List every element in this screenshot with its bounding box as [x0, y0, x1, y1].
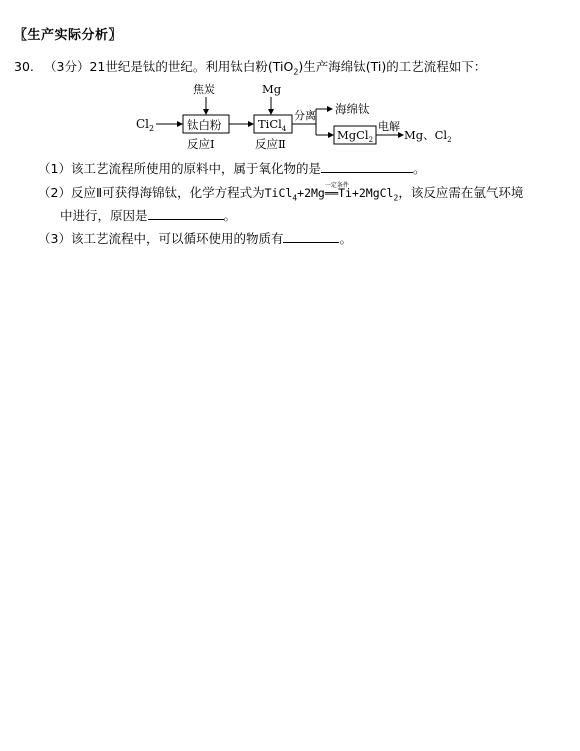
mgcl2-label: MgCl$_2$: [337, 128, 374, 144]
part-2-line-2: [60, 206, 236, 224]
question-score: （3分）: [44, 59, 90, 74]
eq-left: TiCl: [264, 186, 293, 200]
process-flow-diagram: [0, 78, 580, 158]
part-3-end: 。: [339, 231, 352, 246]
part-2-line2-text: 中进行，原因是: [60, 208, 148, 223]
question-number: 30.: [14, 59, 34, 74]
part-2-end: 。: [223, 208, 237, 223]
eq-arrow: [324, 182, 349, 200]
question-stem-sub: 2: [293, 67, 299, 77]
products-label: Mg、$Cl_2$: [404, 128, 452, 144]
part-2: [38, 183, 523, 202]
electrolysis-label: 电解: [378, 120, 400, 133]
section-title: 〖生产实际分析〗: [14, 28, 123, 43]
mg-input-label: Mg: [262, 82, 282, 96]
reaction2-label: 反应Ⅱ: [255, 137, 286, 151]
eq-left-sub: 4: [292, 193, 298, 203]
part-3-text: （3）该工艺流程中，可以循环使用的物质有: [38, 231, 284, 246]
question-stem: [14, 57, 486, 77]
question-stem-b: )生产海绵钛(Ti)的工艺流程如下：: [298, 59, 487, 74]
reaction1-label: 反应Ⅰ: [187, 137, 215, 151]
answer-blank-1[interactable]: [321, 159, 413, 173]
eq-right-sub: 2: [393, 193, 399, 203]
equation: [264, 182, 399, 203]
part-3: [38, 229, 352, 247]
part-1: [38, 159, 425, 177]
eq-arrow-symbol: ══: [324, 187, 339, 200]
part-1-text: （1）该工艺流程所使用的原料中，属于氧化物的是: [38, 161, 321, 176]
cl2-input-label: $Cl_2$: [136, 117, 155, 133]
question-stem-a: 21世纪是钛的世纪。利用钛白粉(TiO: [89, 59, 294, 74]
part-2-text-a: （2）反应Ⅱ可获得海锦钛，化学方程式为: [38, 185, 265, 200]
ticl4-label: TiCl$_4$: [258, 117, 287, 133]
part-2-text-b: ，该反应需在氩气环境: [398, 185, 524, 200]
eq-left-b: +2Mg: [297, 186, 325, 200]
eq-right: Ti+2MgCl: [338, 186, 394, 200]
sponge-ti-label: 海绵钛: [335, 102, 370, 116]
titanium-white-label: 钛白粉: [187, 118, 222, 132]
part-1-end: 。: [412, 161, 426, 176]
coke-label: 焦炭: [193, 83, 215, 96]
answer-blank-2[interactable]: [148, 206, 224, 220]
answer-blank-3[interactable]: [283, 229, 339, 243]
eq-condition: 一定条件: [324, 182, 349, 189]
separation-label: 分离: [294, 109, 316, 122]
